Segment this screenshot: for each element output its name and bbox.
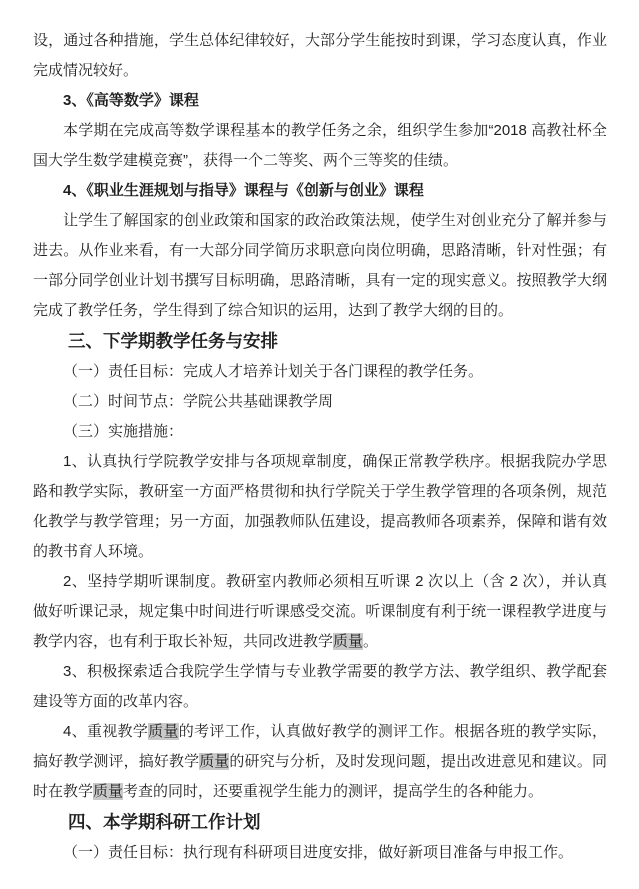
section-heading-research-plan: 四、本学期科研工作计划: [68, 812, 261, 832]
measure-4-paragraph: 4、重视教学质量的考评工作，认真做好教学的测评工作。根据各班的教学实际，搞好教学测评，搞好教学质量的研究与分析，及时发现问题，提出改进意见和建议。同时在教学质量考查的同时，还要重视学生能力的测评，提高学生的各种能力。: [33, 723, 607, 800]
measure-1-paragraph: 1、认真执行学院教学安排与各项规章制度，确保正常教学秩序。根据我院办学思路和教学实际，教研室一方面严格贯彻和执行学院关于学生教学管理的各项条例，规范化教学与教学管理；另一方面，加强教师队伍建设，提高教师各项素养，保障和谐有效的教书育人环境。: [33, 453, 607, 560]
item-time-node: （二）时间节点：学院公共基础课教学周: [63, 393, 334, 410]
item-implementation-measures: （三）实施措施：: [63, 423, 184, 440]
measure-3-paragraph: 3、积极探索适合我院学生学情与专业教学需要的教学方法、教学组织、教学配套建设等方面的改革内容。: [33, 663, 607, 710]
measure-2-paragraph: 2、坚持学期听课制度。教研室内教师必须相互听课 2 次以上（含 2 次），并认真做好听课记录，规定集中时间进行听课感受交流。听课制度有利于统一课程教学进度与教学内容，也有利于取长补短，共同改进教学质量。: [33, 573, 607, 650]
continuation-paragraph: 设，通过各种措施，学生总体纪律较好，大部分学生能按时到课，学习态度认真，作业完成情况较好。: [33, 32, 607, 79]
subheading-higher-math-course: 3、《高等数学》课程: [63, 92, 199, 109]
section-heading-next-term-teaching: 三、下学期教学任务与安排: [68, 331, 278, 351]
paragraph-career-innovation: 让学生了解国家的创业政策和国家的政治政策法规，使学生对创业充分了解并参与进去。从作业来看，有一大部分同学简历求职意向岗位明确，思路清晰，针对性强；有一部分同学创业计划书撰写目标明确，思路清晰，具有一定的现实意义。按照教学大纲完成了教学任务，学生得到了综合知识的运用，达到了教学大纲的目的。: [33, 212, 607, 319]
item-research-responsibility-goal: （一）责任目标：执行现有科研项目进度安排，做好新项目准备与申报工作。: [63, 844, 574, 861]
item-responsibility-goal: （一）责任目标：完成人才培养计划关于各门课程的教学任务。: [63, 363, 484, 380]
paragraph-higher-math: 本学期在完成高等数学课程基本的教学任务之余，组织学生参加“2018 高教社杯全国大学生数学建模竞赛”，获得一个二等奖、两个三等奖的佳绩。: [33, 122, 607, 169]
subheading-career-innovation-courses: 4、《职业生涯规划与指导》课程与《创新与创业》课程: [63, 182, 424, 199]
